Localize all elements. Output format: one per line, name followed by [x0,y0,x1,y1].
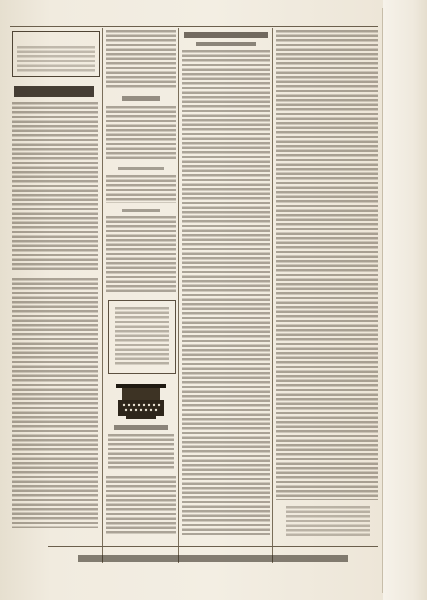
column-3-subheading-ink [196,42,256,46]
typewriter-illustration [112,378,170,420]
column-divider [102,28,103,563]
advertisement-box [108,300,176,374]
heading-ink [122,96,160,101]
column-4-article [276,30,378,500]
column-1-article-continued [12,278,98,528]
typewriter-ad-text [108,434,174,470]
column-1-article [12,102,98,272]
column-divider [178,28,179,563]
column-2-article-4 [106,476,176,536]
column-2-lead-text [106,30,176,88]
column-3-heading-band [184,32,268,38]
heading-ink [122,209,160,212]
heading-ink [118,167,164,170]
page-margin-strip [383,0,427,600]
column-4-imprint [286,506,370,536]
column-divider [272,28,273,563]
column-1-heading [14,86,94,97]
column-3-article [182,50,270,535]
column-2-article-1 [106,106,176,160]
masthead-details [17,46,95,73]
masthead-box [12,31,100,77]
column-2-article-2 [106,175,176,203]
advertisement-text [115,307,169,367]
header-rule [10,26,378,27]
ad-brand-ink [114,425,168,430]
bottom-banner-ink [78,555,348,562]
column-2-article-3 [106,216,176,292]
bottom-banner [48,546,378,569]
